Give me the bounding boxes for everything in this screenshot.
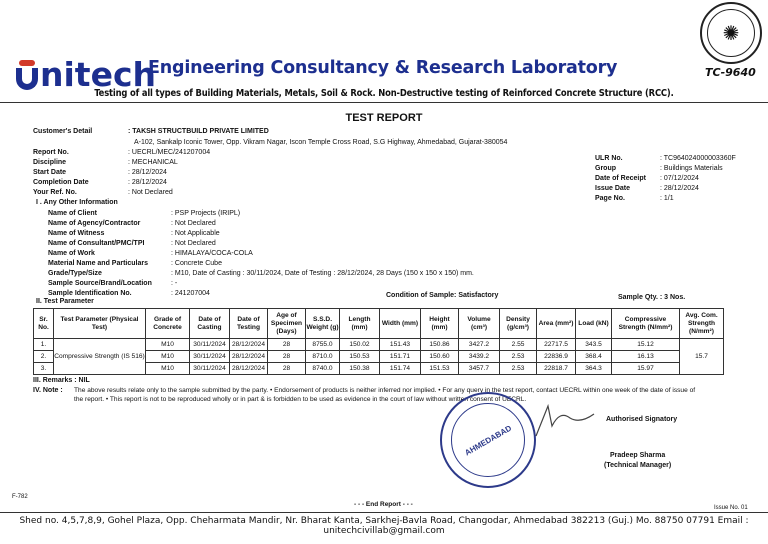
lab-name: Engineering Consultancy & Research Laboratory bbox=[148, 58, 618, 78]
table-header-row bbox=[34, 309, 724, 339]
completion-date-label: Completion Date bbox=[33, 179, 89, 186]
work-value: : HIMALAYA/COCA-COLA bbox=[171, 250, 253, 257]
col-length: Length (mm) bbox=[340, 309, 380, 339]
col-height: Height (mm) bbox=[421, 309, 459, 339]
cell-load: 368.4 bbox=[576, 351, 612, 363]
cell-avg-strength: 15.7 bbox=[680, 339, 724, 375]
other-info-heading: I . Any Other Information bbox=[36, 199, 118, 206]
cell-casting: 30/11/2024 bbox=[190, 363, 230, 375]
receipt-date-value: : 07/12/2024 bbox=[660, 175, 699, 182]
col-age: Age of Specimen (Days) bbox=[268, 309, 306, 339]
cell-volume: 3439.2 bbox=[459, 351, 500, 363]
note-line-1: The above results relate only to the sample submitted by the party. • Endorsement of products is neither inferred nor implied. • For any query in the test report, contact UECRL within one week of the date of issue of bbox=[74, 387, 696, 394]
witness-label: Name of Witness bbox=[48, 230, 105, 237]
cell-load: 343.5 bbox=[576, 339, 612, 351]
ulr-label: ULR No. bbox=[595, 155, 623, 162]
report-no-label: Report No. bbox=[33, 149, 69, 156]
completion-date-value: : 28/12/2024 bbox=[128, 179, 167, 186]
col-area: Area (mm²) bbox=[537, 309, 576, 339]
cell-age: 28 bbox=[268, 351, 306, 363]
test-parameter-heading: II. Test Parameter bbox=[36, 298, 94, 305]
discipline-value: : MECHANICAL bbox=[128, 159, 178, 166]
cell-grade: M10 bbox=[146, 339, 190, 351]
logo-u-mark bbox=[16, 60, 38, 90]
cell-age: 28 bbox=[268, 339, 306, 351]
remarks: III. Remarks : NIL bbox=[33, 377, 90, 384]
col-casting: Date of Casting bbox=[190, 309, 230, 339]
cell-load: 364.3 bbox=[576, 363, 612, 375]
witness-value: : Not Applicable bbox=[171, 230, 220, 237]
cell-sr: 3. bbox=[34, 363, 54, 375]
client-label: Name of Client bbox=[48, 210, 98, 217]
cell-width: 151.74 bbox=[380, 363, 421, 375]
form-code: F-782 bbox=[12, 494, 28, 500]
sample-source-label: Sample Source/Brand/Location bbox=[48, 280, 152, 287]
consultant-value: : Not Declared bbox=[171, 240, 216, 247]
customer-label: Customer's Detail bbox=[33, 128, 93, 135]
footer-address: Shed no. 4,5,7,8,9, Gohel Plaza, Opp. Cheharmata Mandir, Nr. Bharat Kanta, Sarkhej-Bavla Road, Changodar, Ahmedabad 382213 (Guj.) Mo. 88750 07791 Email : unitechcivillab@gmail.com bbox=[19, 516, 749, 536]
cell-weight: 8755.0 bbox=[306, 339, 340, 351]
stamp-ring bbox=[451, 403, 525, 477]
stamp-city: AHMEDABAD bbox=[463, 422, 513, 458]
cell-density: 2.53 bbox=[500, 351, 537, 363]
consultant-label: Name of Consultant/PMC/TPI bbox=[48, 240, 145, 247]
signature-mark-icon bbox=[530, 400, 600, 440]
agency-label: Name of Agency/Contractor bbox=[48, 220, 141, 227]
cell-length: 150.53 bbox=[340, 351, 380, 363]
group-value: : Buildings Materials bbox=[660, 165, 723, 172]
cell-strength: 15.12 bbox=[612, 339, 680, 351]
cell-casting: 30/11/2024 bbox=[190, 351, 230, 363]
logo-text: nitech bbox=[40, 55, 157, 94]
cell-density: 2.55 bbox=[500, 339, 537, 351]
cell-sr: 1. bbox=[34, 339, 54, 351]
discipline-label: Discipline bbox=[33, 159, 67, 166]
cell-width: 151.71 bbox=[380, 351, 421, 363]
header-divider bbox=[0, 102, 768, 103]
col-volume: Volume (cm³) bbox=[459, 309, 500, 339]
cell-sr: 2. bbox=[34, 351, 54, 363]
col-sr: Sr. No. bbox=[34, 309, 54, 339]
cell-test-parameter: Compressive Strength (IS 516) bbox=[54, 339, 146, 375]
cell-height: 151.53 bbox=[421, 363, 459, 375]
results-table bbox=[33, 308, 724, 375]
accreditation-code: TC-9640 bbox=[705, 66, 756, 79]
material-value: : Concrete Cube bbox=[171, 260, 222, 267]
seal-emblem-icon: ✺ bbox=[707, 9, 755, 57]
col-testing: Date of Testing bbox=[230, 309, 268, 339]
sample-id-label: Sample Identification No. bbox=[48, 290, 132, 297]
col-density: Density (g/cm³) bbox=[500, 309, 537, 339]
ref-no-label: Your Ref. No. bbox=[33, 189, 77, 196]
end-report: - - - End Report - - - bbox=[354, 501, 413, 508]
col-grade: Grade of Concrete bbox=[146, 309, 190, 339]
cell-area: 22836.9 bbox=[537, 351, 576, 363]
cell-grade: M10 bbox=[146, 351, 190, 363]
grade-label: Grade/Type/Size bbox=[48, 270, 102, 277]
cell-area: 22717.5 bbox=[537, 339, 576, 351]
col-avg-strength: Avg. Com. Strength (N/mm²) bbox=[680, 309, 724, 339]
cell-width: 151.43 bbox=[380, 339, 421, 351]
col-width: Width (mm) bbox=[380, 309, 421, 339]
table-row bbox=[34, 339, 724, 351]
tagline: Testing of all types of Building Materials, Metals, Soil & Rock. Non-Destructive testing of Reinforced Concrete Structure (RCC). bbox=[94, 88, 674, 99]
start-date-label: Start Date bbox=[33, 169, 67, 176]
signatory-title: (Technical Manager) bbox=[604, 462, 672, 469]
col-weight: S.S.D. Weight (g) bbox=[306, 309, 340, 339]
cell-grade: M10 bbox=[146, 363, 190, 375]
cell-weight: 8740.0 bbox=[306, 363, 340, 375]
cell-weight: 8710.0 bbox=[306, 351, 340, 363]
customer-address: A-102, Sankalp Iconic Tower, Opp. Vikram Nagar, Iscon Temple Cross Road, S.G Highway, Ahmedabad, Gujarat-380054 bbox=[134, 139, 508, 146]
cell-strength: 16.13 bbox=[612, 351, 680, 363]
signatory-name: Pradeep Sharma bbox=[610, 452, 666, 459]
report-no-value: : UECRL/MEC/241207004 bbox=[128, 149, 211, 156]
cell-density: 2.53 bbox=[500, 363, 537, 375]
col-strength: Compressive Strength (N/mm²) bbox=[612, 309, 680, 339]
sample-id-value: : 241207004 bbox=[171, 290, 210, 297]
issue-date-label: Issue Date bbox=[595, 185, 631, 192]
cell-area: 22818.7 bbox=[537, 363, 576, 375]
page-no-value: : 1/1 bbox=[660, 195, 674, 202]
issue-date-value: : 28/12/2024 bbox=[660, 185, 699, 192]
laboratory-stamp bbox=[440, 392, 536, 488]
issue-no: Issue No. 01 bbox=[714, 505, 748, 511]
cell-testing: 28/12/2024 bbox=[230, 339, 268, 351]
report-title: TEST REPORT bbox=[345, 112, 423, 124]
material-label: Material Name and Particulars bbox=[48, 260, 148, 267]
cell-volume: 3457.7 bbox=[459, 363, 500, 375]
customer-name: : TAKSH STRUCTBUILD PRIVATE LIMITED bbox=[128, 128, 269, 135]
cell-height: 150.60 bbox=[421, 351, 459, 363]
company-logo bbox=[16, 46, 157, 94]
work-label: Name of Work bbox=[48, 250, 95, 257]
note-label: IV. Note : bbox=[33, 387, 63, 394]
cell-length: 150.38 bbox=[340, 363, 380, 375]
ulr-value: : TC964024000003360F bbox=[660, 155, 736, 162]
note-line-2: the report. • This report is not to be reproduced wholly or in part & is forbidden to be used as evidence in the court of law without written consent of UECRL. bbox=[74, 396, 527, 403]
cell-height: 150.86 bbox=[421, 339, 459, 351]
grade-value: : M10, Date of Casting : 30/11/2024, Date of Testing : 28/12/2024, 28 Days (150 x 150 x 150) mm. bbox=[171, 270, 474, 277]
col-test-parameter: Test Parameter (Physical Test) bbox=[54, 309, 146, 339]
ref-no-value: : Not Declared bbox=[128, 189, 173, 196]
cell-testing: 28/12/2024 bbox=[230, 363, 268, 375]
cell-age: 28 bbox=[268, 363, 306, 375]
group-label: Group bbox=[595, 165, 616, 172]
cell-casting: 30/11/2024 bbox=[190, 339, 230, 351]
cell-strength: 15.97 bbox=[612, 363, 680, 375]
signatory-heading: Authorised Signatory bbox=[606, 416, 678, 423]
cell-testing: 28/12/2024 bbox=[230, 351, 268, 363]
start-date-value: : 28/12/2024 bbox=[128, 169, 167, 176]
cell-length: 150.02 bbox=[340, 339, 380, 351]
condition-of-sample: Condition of Sample: Satisfactory bbox=[386, 292, 499, 299]
sample-source-value: : - bbox=[171, 280, 178, 287]
sample-qty: Sample Qty. : 3 Nos. bbox=[618, 294, 686, 301]
agency-value: : Not Declared bbox=[171, 220, 216, 227]
page-no-label: Page No. bbox=[595, 195, 625, 202]
cell-volume: 3427.2 bbox=[459, 339, 500, 351]
receipt-date-label: Date of Receipt bbox=[595, 175, 646, 182]
col-load: Load (kN) bbox=[576, 309, 612, 339]
client-value: : PSP Projects (IRIPL) bbox=[171, 210, 241, 217]
accreditation-seal bbox=[700, 2, 762, 64]
